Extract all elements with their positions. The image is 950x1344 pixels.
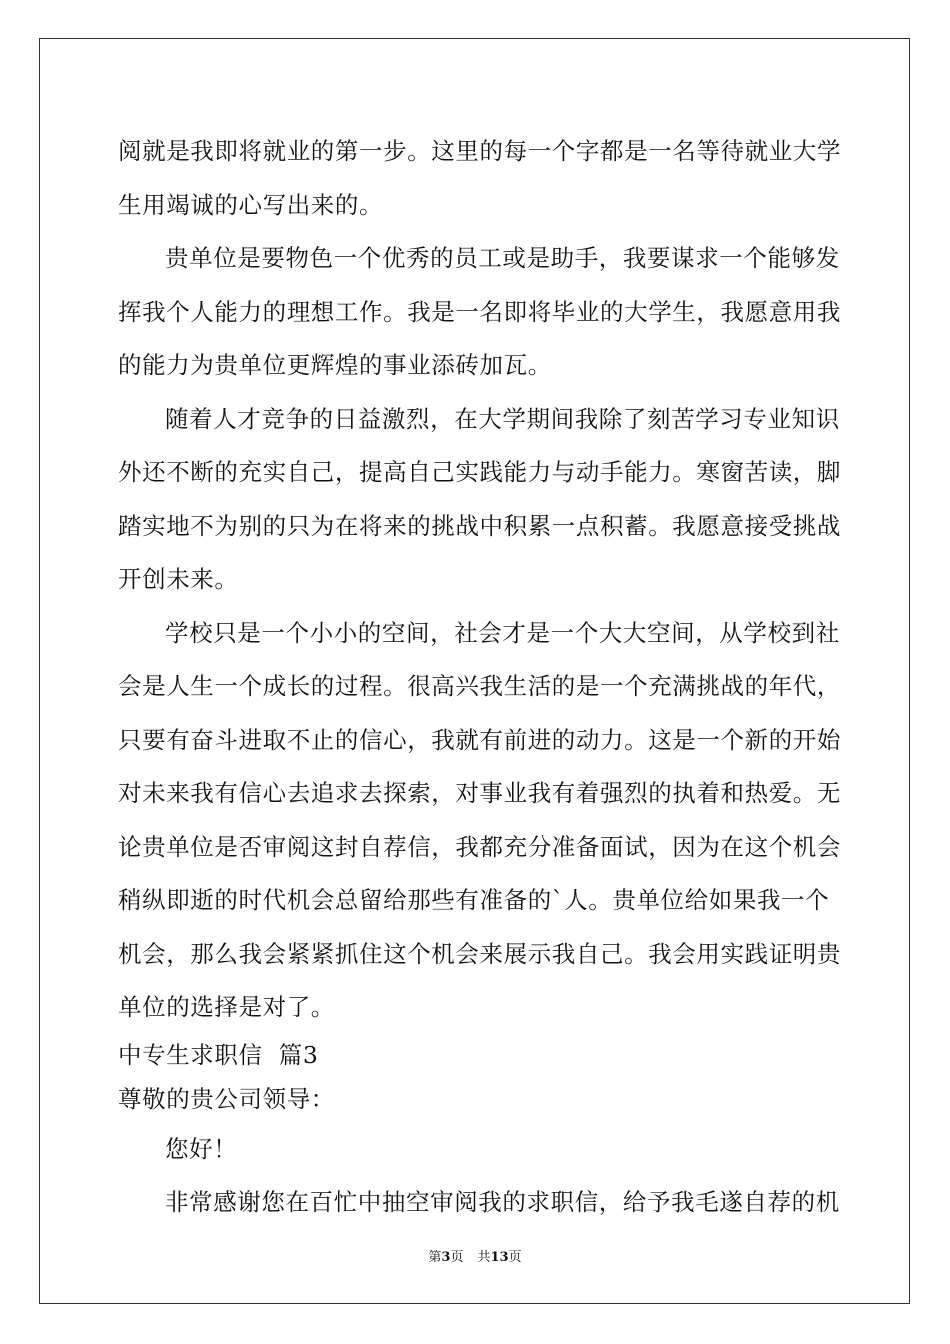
text-line: 开创未来。 <box>118 565 239 593</box>
text-line: 随着人才竞争的日益激烈，在大学期间我除了刻苦学习专业知识 <box>165 404 840 433</box>
text-line: 外还不断的充实自己，提高自己实践能力与动手能力。寒窗苦读，脚 <box>118 458 841 486</box>
text-line: 阅就是我即将就业的第一步。这里的每一个字都是一名等待就业大学 <box>118 137 841 165</box>
document-body <box>118 125 841 1230</box>
text-line: 学校只是一个小小的空间，社会才是一个大大空间，从学校到社 <box>165 618 840 647</box>
text-line: 机会，那么我会紧紧抓住这个机会来展示我自己。我会用实践证明贵 <box>118 939 841 968</box>
text-line: 会是人生一个成长的过程。很高兴我生活的是一个充满挑战的年代， <box>118 672 841 700</box>
salutation: 尊敬的贵公司领导： <box>118 1084 335 1113</box>
paragraph-3 <box>118 393 841 607</box>
greeting: 您好！ <box>165 1134 238 1163</box>
text-line: 只要有奋斗进取不止的信心，我就有前进的动力。这是一个新的开始 <box>118 725 841 754</box>
text-line: 稍纵即逝的时代机会总留给那些有准备的`人。贵单位给如果我一个 <box>118 886 830 914</box>
text-line: 单位的选择是对了。 <box>118 993 335 1021</box>
page-suffix: 页 <box>450 1250 464 1265</box>
text-line: 论贵单位是否审阅这封自荐信，我都充分准备面试，因为在这个机会 <box>118 832 841 861</box>
section-heading: 中专生求职信 篇3 <box>118 1040 319 1069</box>
page-number: 3 <box>441 1250 451 1265</box>
page-footer <box>0 1246 950 1265</box>
total-prefix: 共 <box>477 1250 491 1265</box>
text-line: 生用竭诚的心写出来的。 <box>118 190 384 219</box>
paragraph-5 <box>118 1176 840 1230</box>
total-pages: 13 <box>490 1250 509 1265</box>
paragraph-2 <box>118 232 841 393</box>
text-line: 挥我个人能力的理想工作。我是一名即将毕业的大学生，我愿意用我 <box>118 297 841 326</box>
text-line: 踏实地不为别的只为在将来的挑战中积累一点积蓄。我愿意接受挑战 <box>118 511 841 540</box>
total-suffix: 页 <box>508 1250 522 1265</box>
text-line: 非常感谢您在百忙中抽空审阅我的求职信，给予我毛遂自荐的机 <box>165 1188 840 1216</box>
page-prefix: 第 <box>428 1250 442 1265</box>
text-line: 对未来我有信心去追求去探索，对事业我有着强烈的执着和热爱。无 <box>118 779 841 807</box>
paragraph-1 <box>118 125 841 232</box>
paragraph-4 <box>118 607 841 1035</box>
text-line: 贵单位是要物色一个优秀的员工或是助手，我要谋求一个能够发 <box>165 244 840 272</box>
text-line: 的能力为贵单位更辉煌的事业添砖加瓦。 <box>118 351 552 379</box>
